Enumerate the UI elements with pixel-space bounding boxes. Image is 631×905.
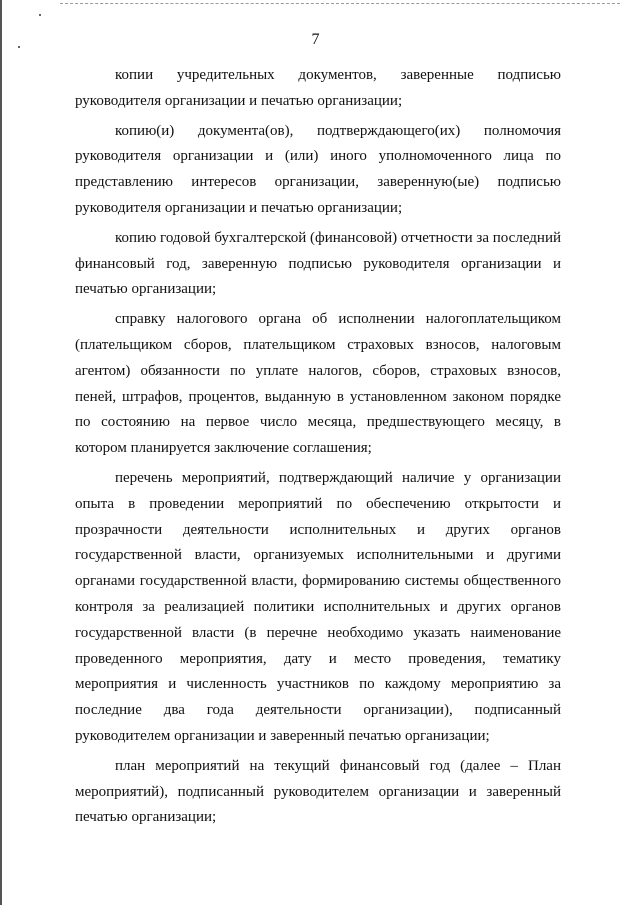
paragraph-tax-certificate: справку налогового органа об исполнении налогоплательщиком (плательщиком сборов, плательщиком страховых взносов, налоговым агентом) обязанности по уплате налогов, сборов, страховых взносов, пеней, штрафов, процентов, выданную в установленном законом порядке по состоянию на первое число месяца, предшествующего месяцу, в котором планируется заключение соглашения; (75, 311, 561, 457)
paragraph-financial-statements: копию годовой бухгалтерской (финансовой) отчетности за последний финансовый год, заверенную подписью руководителя организации и печатью организации; (75, 229, 561, 298)
paragraph-events-list: перечень мероприятий, подтверждающий наличие у организации опыта в проведении мероприятий по обеспечению открытости и прозрачности деятельности исполнительных и других органов государственной власти, организуемых исполнительными и другими органами государственной власти, формированию системы общественного контроля за реализацией политики исполнительных и других органов государственной власти (в перечне необходимо указать наименование проведенного мероприятия, дату и место проведения, тематику мероприятия и численность участников по каждому мероприятию за последние два года деятельности организации), подписанный руководителем организации и заверенный печатью организации; (75, 469, 561, 744)
paragraph-charter-documents: копии учредительных документов, заверенные подписью руководителя организации и печатью организации; (75, 67, 561, 109)
scan-speck (39, 14, 41, 16)
paragraph-events-plan: план мероприятий на текущий финансовый год (далее – План мероприятий), подписанный руководителем организации и заверенный печатью организации; (75, 757, 561, 826)
paragraph-authority-documents: копию(и) документа(ов), подтверждающего(их) полномочия руководителя организации и (или) иного уполномоченного лица по представлению интересов организации, заверенную(ые) подписью руководителя организации и печатью организации; (75, 122, 561, 216)
page-number: 7 (311, 31, 320, 48)
scan-left-edge (0, 0, 2, 905)
scan-top-edge (60, 3, 620, 4)
document-body (75, 63, 561, 835)
